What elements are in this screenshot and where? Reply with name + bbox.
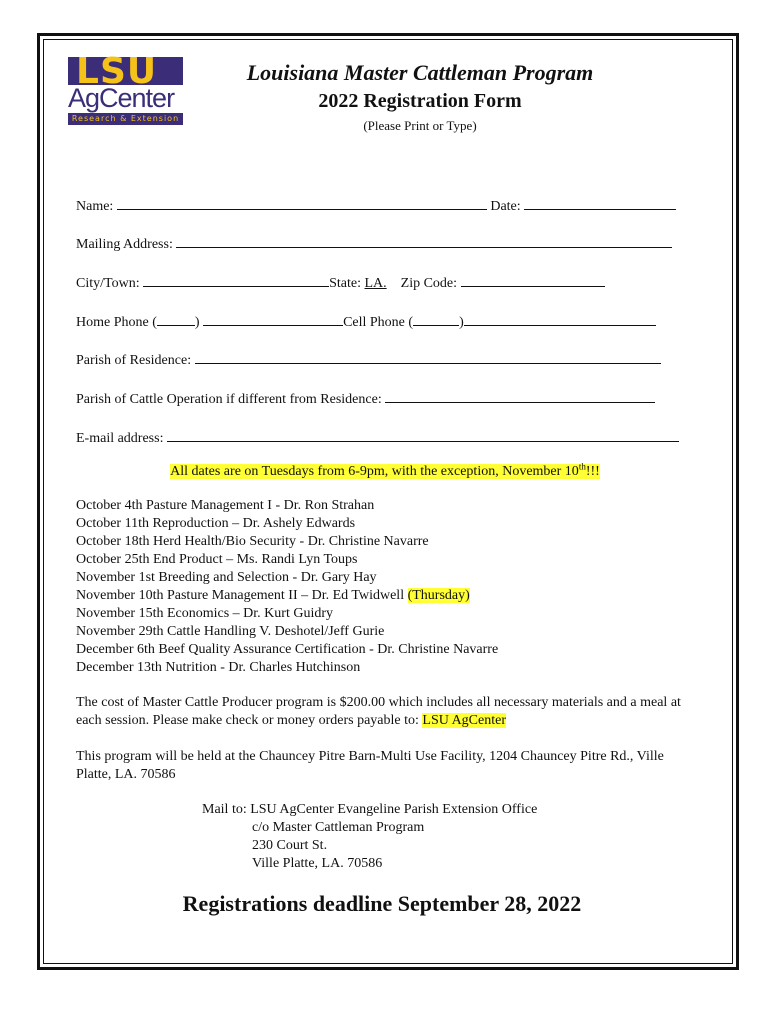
logo-tagline: Research & Extension bbox=[68, 113, 183, 125]
mailing-address-field[interactable] bbox=[176, 234, 672, 248]
session-item: December 13th Nutrition - Dr. Charles Hutchinson bbox=[76, 660, 361, 675]
mailing-address-label: Mailing Address: bbox=[76, 237, 173, 252]
session-item: November 1st Breeding and Selection - Dr. Gary Hay bbox=[76, 570, 377, 585]
session-list bbox=[76, 497, 498, 677]
mail-line: c/o Master Cattleman Program bbox=[252, 820, 425, 835]
zip-label: Zip Code: bbox=[400, 276, 458, 291]
cell-phone-close: ) bbox=[459, 315, 464, 330]
city-field[interactable] bbox=[143, 273, 329, 287]
print-note: (Please Print or Type) bbox=[363, 118, 477, 133]
thursday-badge: (Thursday) bbox=[407, 588, 470, 603]
parish-cattle-row bbox=[76, 389, 655, 408]
name-date-row bbox=[76, 196, 676, 215]
location-paragraph: This program will be held at the Chauncey Pitre Barn-Multi Use Facility, 1204 Chauncey Pitre Rd., Ville Platte, LA. 70586 bbox=[76, 749, 664, 782]
dates-note-sup: th bbox=[578, 461, 586, 471]
mail-address-block bbox=[202, 801, 537, 873]
parish-cattle-label: Parish of Cattle Operation if different from Residence: bbox=[76, 392, 382, 407]
email-field[interactable] bbox=[167, 428, 679, 442]
parish-label: Parish of Residence: bbox=[76, 353, 192, 368]
dates-note-highlight bbox=[170, 461, 600, 479]
payee-highlight: LSU AgCenter bbox=[422, 713, 506, 728]
home-phone-label: Home Phone ( bbox=[76, 315, 157, 330]
email-row bbox=[76, 428, 679, 447]
home-phone-close: ) bbox=[194, 315, 200, 330]
state-value: LA. bbox=[364, 276, 387, 291]
cell-phone-area-field[interactable] bbox=[413, 312, 459, 326]
mail-line: Mail to: LSU AgCenter Evangeline Parish Extension Office bbox=[202, 802, 538, 817]
session-item: November 29th Cattle Handling V. Deshotel/Jeff Gurie bbox=[76, 624, 385, 639]
registration-deadline: Registrations deadline September 28, 2022 bbox=[182, 891, 582, 916]
cell-phone-label: Cell Phone ( bbox=[343, 315, 414, 330]
lsu-agcenter-logo bbox=[68, 51, 183, 127]
mail-line: 230 Court St. bbox=[252, 838, 328, 853]
home-phone-area-field[interactable] bbox=[157, 312, 195, 326]
session-item: December 6th Beef Quality Assurance Certification - Dr. Christine Navarre bbox=[76, 642, 499, 657]
form-subtitle: 2022 Registration Form bbox=[318, 90, 522, 112]
session-item: October 4th Pasture Management I - Dr. Ron Strahan bbox=[76, 498, 375, 513]
phone-row bbox=[76, 312, 656, 331]
name-field[interactable] bbox=[117, 196, 487, 210]
page-title: Louisiana Master Cattleman Program bbox=[246, 60, 594, 85]
dates-note-text: All dates are on Tuesdays from 6-9pm, with the exception, November 10 bbox=[170, 463, 579, 479]
logo-lsu-text: LSU bbox=[76, 51, 158, 92]
date-field[interactable] bbox=[524, 196, 676, 210]
dates-note-end: !!! bbox=[585, 463, 600, 479]
session-item: October 18th Herd Health/Bio Security - Dr. Christine Navarre bbox=[76, 534, 429, 549]
email-label: E-mail address: bbox=[76, 431, 164, 446]
mail-line: Ville Platte, LA. 70586 bbox=[252, 856, 383, 871]
parish-row bbox=[76, 350, 661, 369]
zip-field[interactable] bbox=[461, 273, 605, 287]
name-label: Name: bbox=[76, 199, 114, 214]
mailing-address-row bbox=[76, 234, 672, 253]
city-state-zip-row bbox=[76, 273, 605, 292]
home-phone-field[interactable] bbox=[203, 312, 343, 326]
parish-field[interactable] bbox=[195, 350, 661, 364]
session-item: October 11th Reproduction – Dr. Ashely Edwards bbox=[76, 516, 356, 531]
cost-text: The cost of Master Cattle Producer program is $200.00 which includes all necessary materials and a meal at each session. Please make check or money orders payable to: bbox=[76, 695, 681, 728]
cost-paragraph bbox=[76, 694, 696, 730]
date-label: Date: bbox=[490, 199, 521, 214]
state-label: State: bbox=[329, 276, 361, 291]
session-item: October 25th End Product – Ms. Randi Lyn Toups bbox=[76, 552, 358, 567]
parish-cattle-field[interactable] bbox=[385, 389, 655, 403]
session-item: November 10th Pasture Management II – Dr. Ed Twidwell bbox=[76, 588, 405, 603]
city-label: City/Town: bbox=[76, 276, 140, 291]
session-item: November 15th Economics – Dr. Kurt Guidry bbox=[76, 606, 334, 621]
logo-agcenter-text: AgCenter bbox=[68, 83, 175, 113]
cell-phone-field[interactable] bbox=[464, 312, 656, 326]
dates-note bbox=[0, 461, 770, 480]
session-item-thursday bbox=[76, 587, 498, 605]
